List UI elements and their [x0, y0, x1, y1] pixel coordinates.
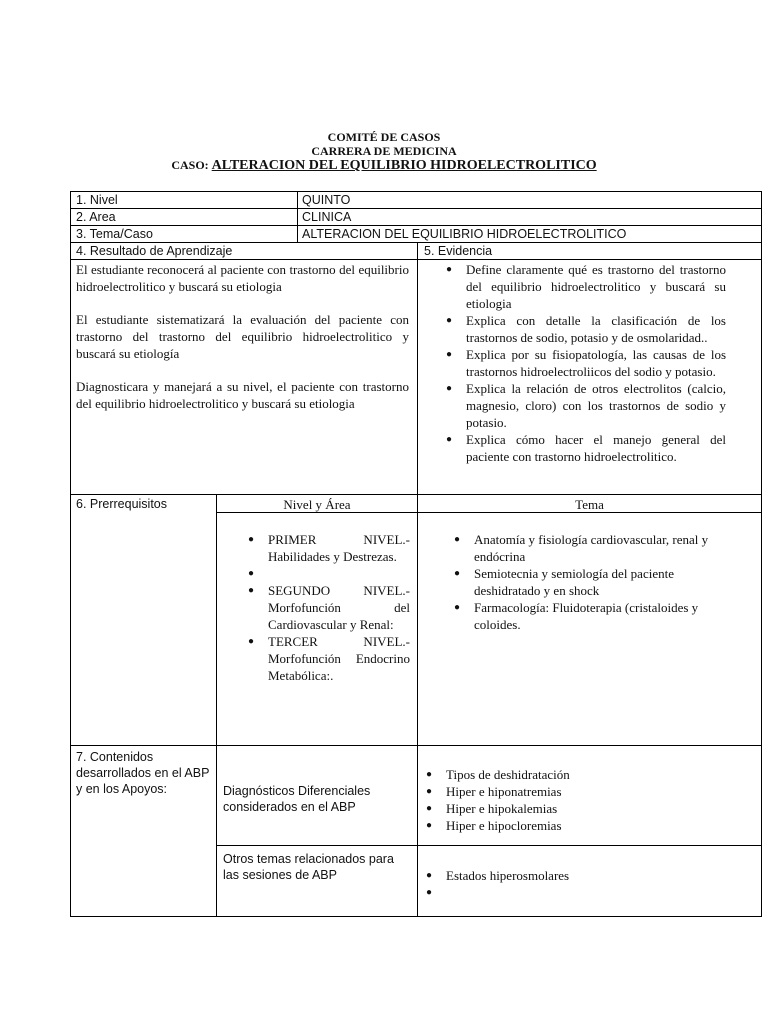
diagnostico-item: ● Hiper e hipocloremias [424, 817, 744, 834]
learning-outcome-paragraph: El estudiante reconocerá al paciente con trastorno del equilibrio hidroelectrolitico y buscará su etiologia [76, 262, 409, 294]
tema-item: ● Semiotecnia y semiología del paciente deshidratado y en shock [452, 565, 742, 599]
case-line [0, 158, 768, 173]
area-label: 2. Area [76, 210, 116, 224]
tema-caso-label: 3. Tema/Caso [76, 227, 153, 241]
tema-caso-value: ALTERACION DEL EQUILIBRIO HIDROELECTROLITICO [302, 227, 627, 241]
nivel-area-header: Nivel y Área [283, 497, 351, 512]
case-label: CASO: [171, 158, 212, 172]
nivel-list [246, 531, 410, 684]
career-title: CARRERA DE MEDICINA [311, 144, 457, 158]
tema-item: ● Anatomía y fisiología cardiovascular, renal y endócrina [452, 531, 742, 565]
document-header [0, 130, 768, 173]
otros-temas-item-empty [424, 884, 744, 901]
learning-outcome-paragraph: Diagnosticara y manejará a su nivel, el paciente con trastorno del equilibrio hidroelectrolitico y buscará su etiologia [76, 379, 409, 411]
diagnostico-item: ● Hiper e hiponatremias [424, 783, 744, 800]
evidencia-item: ● Explica con detalle la clasificación de los trastornos de sodio, potasio y de osmolaridad.. [444, 312, 726, 346]
area-value: CLINICA [302, 210, 352, 224]
contenidos-label: 7. Contenidos desarrollados en el ABP y en los Apoyos: [76, 750, 210, 796]
evidencia-item: ● Explica por su fisiopatología, las causas de los trastornos hidroelectroliicos del sodio y potasio. [444, 346, 726, 380]
diagnosticos-label: Diagnósticos Diferenciales considerados en el ABP [223, 784, 371, 814]
diagnostico-item: ● Hiper e hipokalemias [424, 800, 744, 817]
nivel-value: QUINTO [302, 193, 351, 207]
diagnostico-item: ● Tipos de deshidratación [424, 766, 744, 783]
evidencia-list [444, 261, 726, 465]
evidencia-item: ● Explica la relación de otros electrolitos (calcio, magnesio, cloro) con los trastornos de sodio y potasio. [444, 380, 726, 431]
prerrequisitos-label: 6. Prerrequisitos [76, 497, 168, 511]
committee-title: COMITÉ DE CASOS [327, 130, 441, 144]
otros-temas-list [424, 867, 744, 901]
nivel-item-empty [246, 565, 410, 582]
nivel-item: ● SEGUNDO NIVEL.- Morfofunción del Cardiovascular y Renal: [246, 582, 410, 633]
evidencia-item: ● Explica cómo hacer el manejo general del paciente con trastorno hidroelectrolitico. [444, 431, 726, 465]
otros-temas-item: ● Estados hiperosmolares [424, 867, 744, 884]
tema-header: Tema [575, 497, 604, 512]
otros-temas-label: Otros temas relacionados para las sesiones de ABP [223, 852, 394, 882]
nivel-item: ● PRIMER NIVEL.- Habilidades y Destrezas. [246, 531, 410, 565]
resultado-aprendizaje-label: 4. Resultado de Aprendizaje [76, 244, 233, 258]
resultado-aprendizaje-content [76, 261, 409, 412]
tema-item: ● Farmacología: Fluidoterapia (cristaloides y coloides. [452, 599, 742, 633]
evidencia-item: ● Define claramente qué es trastorno del trastorno del equilibrio hidroelectrolitico y buscará su etiologia [444, 261, 726, 312]
diagnosticos-list [424, 766, 744, 834]
evidencia-label: 5. Evidencia [424, 244, 493, 258]
case-title: ALTERACION DEL EQUILIBRIO HIDROELECTROLITICO [211, 158, 597, 173]
tema-list [452, 531, 742, 633]
learning-outcome-paragraph: El estudiante sistematizará la evaluación del paciente con trastorno del trastorno del equilibrio hidroelectrolitico y buscará su etiología [76, 312, 409, 361]
nivel-label: 1. Nivel [76, 193, 118, 207]
nivel-item: ● TERCER NIVEL.- Morfofunción Endocrino Metabólica:. [246, 633, 410, 684]
